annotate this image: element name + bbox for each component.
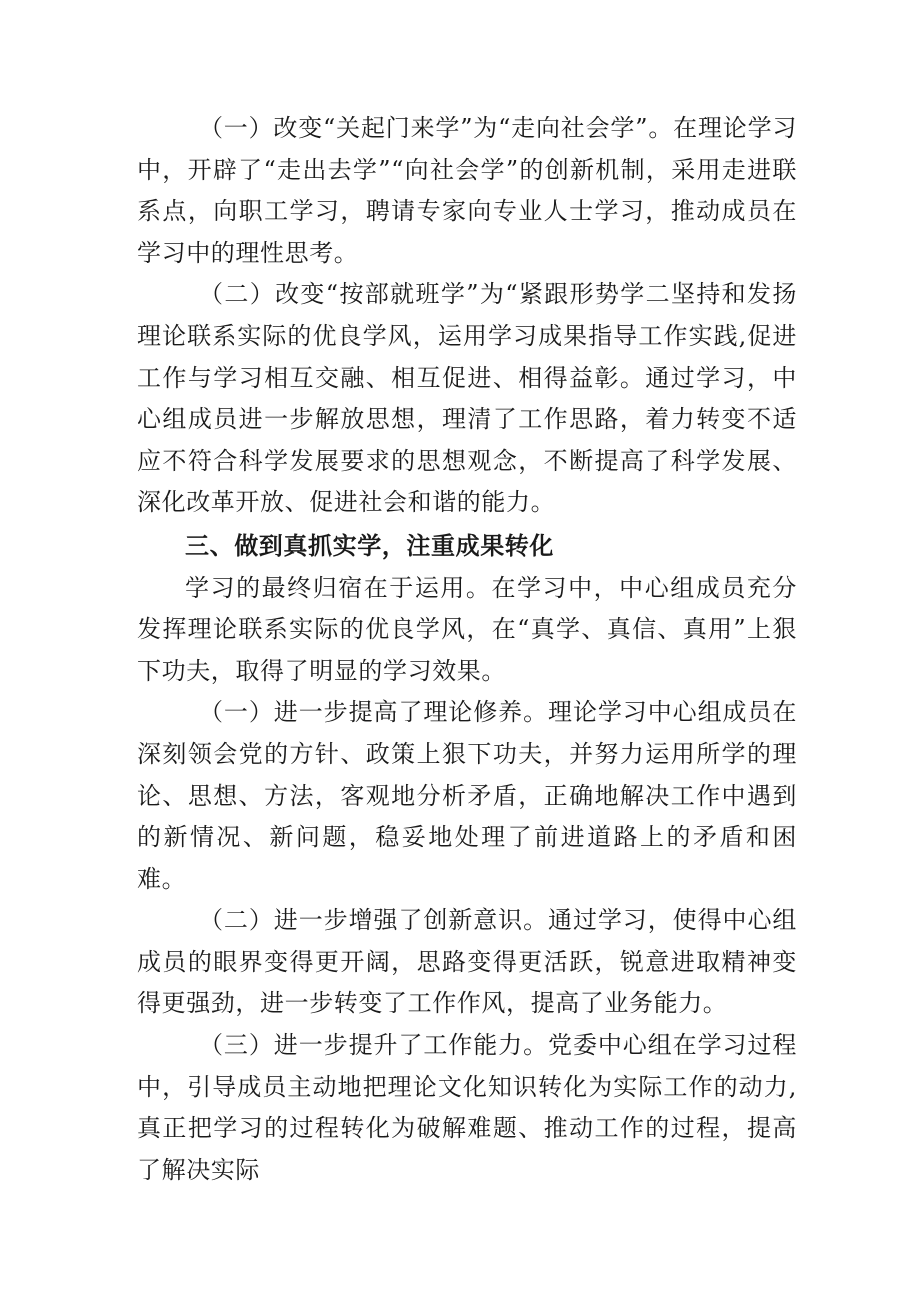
document-page: [137, 108, 797, 1191]
paragraph-work-ability: （三）进一步提升了工作能力。党委中心组在学习过程中，引导成员主动地把理论文化知识转化为实际工作的动力,真正把学习的过程转化为破解难题、推动工作的过程，提高了解决实际: [137, 1031, 797, 1184]
section-heading-three: 三、做到真抓实学，注重成果转化: [185, 531, 554, 560]
paragraph-change-routine-learning: （二）改变“按部就班学”为“紧跟形势学二坚持和发扬理论联系实际的优良学风，运用学习成果指导工作实践,促进工作与学习相互交融、相互促进、相得益彰。通过学习，中心组成员进一步解放思想，理清了工作思路，着力转变不适应不符合科学发展要求的思想观念，不断提高了科学发展、深化改革开放、促进社会和谐的能力。: [137, 280, 797, 517]
paragraph-change-closed-door-learning: （一）改变“关起门来学”为“走向社会学”。在理论学习中，开辟了“走出去学”“向社会学”的创新机制，采用走进联系点，向职工学习，聘请专家向专业人士学习，推动成员在学习中的理性思考。: [137, 114, 797, 267]
paragraph-learning-purpose: 学习的最终归宿在于运用。在学习中，中心组成员充分发挥理论联系实际的优良学风，在“真学、真信、真用”上狠下功夫，取得了明显的学习效果。: [137, 573, 797, 685]
paragraph-innovation-awareness: （二）进一步增强了创新意识。通过学习，使得中心组成员的眼界变得更开阔，思路变得更活跃，锐意进取精神变得更强劲，进一步转变了工作作风，提高了业务能力。: [137, 906, 797, 1018]
paragraph-theory-cultivation: （一）进一步提高了理论修养。理论学习中心组成员在深刻领会党的方针、政策上狠下功夫，并努力运用所学的理论、思想、方法，客观地分析矛盾，正确地解决工作中遇到的新情况、新问题，稳妥地处理了前进道路上的矛盾和困难。: [137, 698, 797, 893]
